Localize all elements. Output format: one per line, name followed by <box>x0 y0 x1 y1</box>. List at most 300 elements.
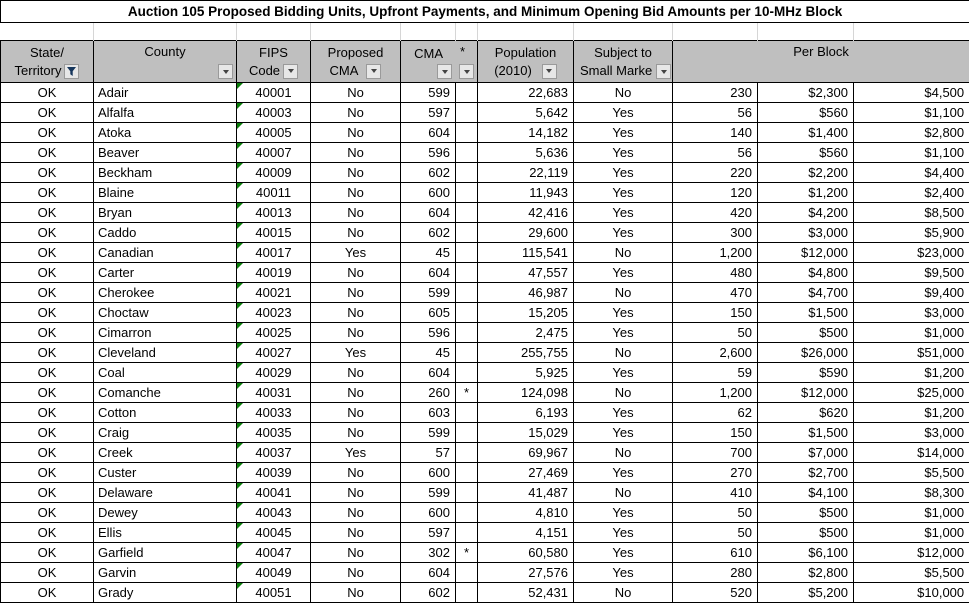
cell-asterisk-flag[interactable] <box>456 363 478 383</box>
cell-state[interactable]: OK <box>1 223 94 243</box>
cell-minimum-opening-bid[interactable]: $3,000 <box>854 303 969 323</box>
cell-population[interactable]: 4,151 <box>478 523 574 543</box>
cell-proposed-cma[interactable]: No <box>311 323 401 343</box>
cell-proposed-cma[interactable]: No <box>311 503 401 523</box>
cell-cma[interactable]: 600 <box>401 463 456 483</box>
cell-state[interactable]: OK <box>1 383 94 403</box>
cell-minimum-opening-bid[interactable]: $5,900 <box>854 223 969 243</box>
cell-bidding-units[interactable]: 1,200 <box>673 243 758 263</box>
cell-upfront-payment[interactable]: $6,100 <box>758 543 854 563</box>
cell-population[interactable]: 115,541 <box>478 243 574 263</box>
cell-fips-code[interactable]: 40041 <box>237 483 311 503</box>
filter-dropdown-button[interactable] <box>437 64 452 79</box>
cell-subject-small-market[interactable]: No <box>574 583 673 603</box>
cell-proposed-cma[interactable]: No <box>311 583 401 603</box>
cell-asterisk-flag[interactable] <box>456 483 478 503</box>
cell-population[interactable]: 6,193 <box>478 403 574 423</box>
empty-cell[interactable] <box>311 23 401 41</box>
cell-minimum-opening-bid[interactable]: $9,400 <box>854 283 969 303</box>
cell-state[interactable]: OK <box>1 303 94 323</box>
cell-subject-small-market[interactable]: No <box>574 343 673 363</box>
column-header-per-block[interactable] <box>673 41 969 83</box>
cell-upfront-payment[interactable]: $5,200 <box>758 583 854 603</box>
cell-asterisk-flag[interactable] <box>456 183 478 203</box>
cell-population[interactable]: 29,600 <box>478 223 574 243</box>
cell-bidding-units[interactable]: 520 <box>673 583 758 603</box>
cell-proposed-cma[interactable]: No <box>311 463 401 483</box>
cell-upfront-payment[interactable]: $1,400 <box>758 123 854 143</box>
cell-population[interactable]: 42,416 <box>478 203 574 223</box>
cell-asterisk-flag[interactable]: * <box>456 543 478 563</box>
cell-proposed-cma[interactable]: No <box>311 223 401 243</box>
cell-state[interactable]: OK <box>1 283 94 303</box>
cell-county[interactable]: Grady <box>94 583 237 603</box>
cell-county[interactable]: Beaver <box>94 143 237 163</box>
cell-cma[interactable]: 604 <box>401 263 456 283</box>
cell-minimum-opening-bid[interactable]: $10,000 <box>854 583 969 603</box>
cell-asterisk-flag[interactable] <box>456 343 478 363</box>
cell-proposed-cma[interactable]: No <box>311 83 401 103</box>
column-header-cma[interactable] <box>401 41 478 83</box>
cell-cma[interactable]: 599 <box>401 483 456 503</box>
cell-population[interactable]: 60,580 <box>478 543 574 563</box>
cell-upfront-payment[interactable]: $4,800 <box>758 263 854 283</box>
cell-minimum-opening-bid[interactable]: $1,000 <box>854 503 969 523</box>
cell-cma[interactable]: 596 <box>401 143 456 163</box>
cell-minimum-opening-bid[interactable]: $2,400 <box>854 183 969 203</box>
cell-state[interactable]: OK <box>1 423 94 443</box>
cell-asterisk-flag[interactable] <box>456 263 478 283</box>
cell-fips-code[interactable]: 40031 <box>237 383 311 403</box>
cell-asterisk-flag[interactable] <box>456 503 478 523</box>
cell-fips-code[interactable]: 40015 <box>237 223 311 243</box>
cell-fips-code[interactable]: 40025 <box>237 323 311 343</box>
cell-bidding-units[interactable]: 480 <box>673 263 758 283</box>
cell-upfront-payment[interactable]: $4,100 <box>758 483 854 503</box>
empty-cell[interactable] <box>456 23 478 41</box>
cell-cma[interactable]: 604 <box>401 563 456 583</box>
cell-fips-code[interactable]: 40023 <box>237 303 311 323</box>
cell-asterisk-flag[interactable] <box>456 323 478 343</box>
cell-subject-small-market[interactable]: Yes <box>574 563 673 583</box>
cell-minimum-opening-bid[interactable]: $5,500 <box>854 563 969 583</box>
cell-proposed-cma[interactable]: No <box>311 383 401 403</box>
cell-state[interactable]: OK <box>1 83 94 103</box>
cell-bidding-units[interactable]: 50 <box>673 523 758 543</box>
cell-upfront-payment[interactable]: $3,000 <box>758 223 854 243</box>
cell-asterisk-flag[interactable]: * <box>456 383 478 403</box>
cell-subject-small-market[interactable]: Yes <box>574 203 673 223</box>
cell-asterisk-flag[interactable] <box>456 403 478 423</box>
cell-asterisk-flag[interactable] <box>456 583 478 603</box>
column-header-county[interactable] <box>94 41 237 83</box>
cell-population[interactable]: 124,098 <box>478 383 574 403</box>
cell-upfront-payment[interactable]: $2,200 <box>758 163 854 183</box>
cell-county[interactable]: Beckham <box>94 163 237 183</box>
cell-county[interactable]: Comanche <box>94 383 237 403</box>
cell-upfront-payment[interactable]: $2,800 <box>758 563 854 583</box>
cell-minimum-opening-bid[interactable]: $4,400 <box>854 163 969 183</box>
cell-fips-code[interactable]: 40003 <box>237 103 311 123</box>
cell-county[interactable]: Garvin <box>94 563 237 583</box>
cell-cma[interactable]: 596 <box>401 323 456 343</box>
cell-subject-small-market[interactable]: Yes <box>574 503 673 523</box>
cell-state[interactable]: OK <box>1 163 94 183</box>
cell-fips-code[interactable]: 40009 <box>237 163 311 183</box>
cell-county[interactable]: Blaine <box>94 183 237 203</box>
cell-upfront-payment[interactable]: $26,000 <box>758 343 854 363</box>
cell-proposed-cma[interactable]: Yes <box>311 343 401 363</box>
cell-fips-code[interactable]: 40047 <box>237 543 311 563</box>
empty-cell[interactable] <box>758 23 854 41</box>
cell-asterisk-flag[interactable] <box>456 463 478 483</box>
cell-upfront-payment[interactable]: $4,700 <box>758 283 854 303</box>
cell-fips-code[interactable]: 40005 <box>237 123 311 143</box>
cell-upfront-payment[interactable]: $500 <box>758 503 854 523</box>
empty-cell[interactable] <box>237 23 311 41</box>
cell-upfront-payment[interactable]: $1,500 <box>758 423 854 443</box>
cell-fips-code[interactable]: 40045 <box>237 523 311 543</box>
cell-county[interactable]: Carter <box>94 263 237 283</box>
cell-proposed-cma[interactable]: Yes <box>311 443 401 463</box>
cell-upfront-payment[interactable]: $2,300 <box>758 83 854 103</box>
cell-population[interactable]: 2,475 <box>478 323 574 343</box>
cell-state[interactable]: OK <box>1 483 94 503</box>
cell-population[interactable]: 15,205 <box>478 303 574 323</box>
cell-proposed-cma[interactable]: No <box>311 283 401 303</box>
cell-state[interactable]: OK <box>1 263 94 283</box>
cell-county[interactable]: Coal <box>94 363 237 383</box>
cell-proposed-cma[interactable]: No <box>311 403 401 423</box>
cell-subject-small-market[interactable]: Yes <box>574 423 673 443</box>
cell-fips-code[interactable]: 40017 <box>237 243 311 263</box>
cell-asterisk-flag[interactable] <box>456 563 478 583</box>
cell-county[interactable]: Alfalfa <box>94 103 237 123</box>
cell-proposed-cma[interactable]: No <box>311 183 401 203</box>
cell-minimum-opening-bid[interactable]: $5,500 <box>854 463 969 483</box>
cell-state[interactable]: OK <box>1 123 94 143</box>
cell-bidding-units[interactable]: 230 <box>673 83 758 103</box>
cell-asterisk-flag[interactable] <box>456 203 478 223</box>
cell-bidding-units[interactable]: 300 <box>673 223 758 243</box>
cell-bidding-units[interactable]: 610 <box>673 543 758 563</box>
cell-upfront-payment[interactable]: $500 <box>758 523 854 543</box>
cell-upfront-payment[interactable]: $12,000 <box>758 383 854 403</box>
cell-state[interactable]: OK <box>1 543 94 563</box>
cell-upfront-payment[interactable]: $590 <box>758 363 854 383</box>
cell-proposed-cma[interactable]: No <box>311 263 401 283</box>
cell-population[interactable]: 47,557 <box>478 263 574 283</box>
cell-minimum-opening-bid[interactable]: $1,200 <box>854 363 969 383</box>
cell-upfront-payment[interactable]: $560 <box>758 143 854 163</box>
cell-bidding-units[interactable]: 59 <box>673 363 758 383</box>
cell-subject-small-market[interactable]: No <box>574 283 673 303</box>
cell-bidding-units[interactable]: 1,200 <box>673 383 758 403</box>
cell-fips-code[interactable]: 40011 <box>237 183 311 203</box>
cell-county[interactable]: Bryan <box>94 203 237 223</box>
cell-asterisk-flag[interactable] <box>456 103 478 123</box>
cell-proposed-cma[interactable]: No <box>311 103 401 123</box>
cell-cma[interactable]: 605 <box>401 303 456 323</box>
cell-state[interactable]: OK <box>1 563 94 583</box>
cell-bidding-units[interactable]: 220 <box>673 163 758 183</box>
cell-minimum-opening-bid[interactable]: $1,100 <box>854 143 969 163</box>
cell-bidding-units[interactable]: 410 <box>673 483 758 503</box>
cell-cma[interactable]: 602 <box>401 583 456 603</box>
column-header-proposed-cma[interactable] <box>311 41 401 83</box>
filter-dropdown-button[interactable] <box>366 64 381 79</box>
cell-population[interactable]: 5,636 <box>478 143 574 163</box>
cell-asterisk-flag[interactable] <box>456 283 478 303</box>
cell-asterisk-flag[interactable] <box>456 303 478 323</box>
cell-state[interactable]: OK <box>1 103 94 123</box>
cell-subject-small-market[interactable]: No <box>574 83 673 103</box>
cell-upfront-payment[interactable]: $1,500 <box>758 303 854 323</box>
cell-subject-small-market[interactable]: Yes <box>574 263 673 283</box>
empty-cell[interactable] <box>854 23 969 41</box>
cell-asterisk-flag[interactable] <box>456 443 478 463</box>
cell-county[interactable]: Dewey <box>94 503 237 523</box>
cell-cma[interactable]: 602 <box>401 223 456 243</box>
cell-population[interactable]: 27,576 <box>478 563 574 583</box>
cell-minimum-opening-bid[interactable]: $4,500 <box>854 83 969 103</box>
cell-subject-small-market[interactable]: Yes <box>574 363 673 383</box>
cell-proposed-cma[interactable]: No <box>311 543 401 563</box>
cell-bidding-units[interactable]: 150 <box>673 303 758 323</box>
cell-bidding-units[interactable]: 120 <box>673 183 758 203</box>
filter-dropdown-button[interactable] <box>542 64 557 79</box>
cell-county[interactable]: Delaware <box>94 483 237 503</box>
cell-state[interactable]: OK <box>1 343 94 363</box>
cell-cma[interactable]: 45 <box>401 343 456 363</box>
cell-fips-code[interactable]: 40043 <box>237 503 311 523</box>
cell-cma[interactable]: 599 <box>401 283 456 303</box>
cell-county[interactable]: Choctaw <box>94 303 237 323</box>
cell-population[interactable]: 5,642 <box>478 103 574 123</box>
cell-subject-small-market[interactable]: No <box>574 383 673 403</box>
cell-population[interactable]: 52,431 <box>478 583 574 603</box>
cell-state[interactable]: OK <box>1 243 94 263</box>
empty-cell[interactable] <box>574 23 673 41</box>
cell-population[interactable]: 255,755 <box>478 343 574 363</box>
cell-proposed-cma[interactable]: No <box>311 563 401 583</box>
cell-bidding-units[interactable]: 420 <box>673 203 758 223</box>
cell-asterisk-flag[interactable] <box>456 143 478 163</box>
cell-upfront-payment[interactable]: $620 <box>758 403 854 423</box>
cell-cma[interactable]: 604 <box>401 123 456 143</box>
cell-county[interactable]: Garfield <box>94 543 237 563</box>
cell-bidding-units[interactable]: 50 <box>673 503 758 523</box>
cell-cma[interactable]: 600 <box>401 503 456 523</box>
cell-minimum-opening-bid[interactable]: $8,500 <box>854 203 969 223</box>
cell-fips-code[interactable]: 40051 <box>237 583 311 603</box>
column-header-fips-code[interactable] <box>237 41 311 83</box>
cell-proposed-cma[interactable]: No <box>311 123 401 143</box>
cell-state[interactable]: OK <box>1 403 94 423</box>
cell-minimum-opening-bid[interactable]: $3,000 <box>854 423 969 443</box>
cell-state[interactable]: OK <box>1 363 94 383</box>
cell-minimum-opening-bid[interactable]: $23,000 <box>854 243 969 263</box>
cell-population[interactable]: 22,683 <box>478 83 574 103</box>
cell-fips-code[interactable]: 40007 <box>237 143 311 163</box>
cell-bidding-units[interactable]: 150 <box>673 423 758 443</box>
cell-proposed-cma[interactable]: No <box>311 483 401 503</box>
cell-population[interactable]: 22,119 <box>478 163 574 183</box>
cell-asterisk-flag[interactable] <box>456 83 478 103</box>
cell-upfront-payment[interactable]: $1,200 <box>758 183 854 203</box>
cell-subject-small-market[interactable]: Yes <box>574 223 673 243</box>
cell-proposed-cma[interactable]: No <box>311 363 401 383</box>
cell-cma[interactable]: 599 <box>401 83 456 103</box>
cell-subject-small-market[interactable]: Yes <box>574 303 673 323</box>
cell-county[interactable]: Canadian <box>94 243 237 263</box>
cell-fips-code[interactable]: 40035 <box>237 423 311 443</box>
cell-fips-code[interactable]: 40029 <box>237 363 311 383</box>
cell-county[interactable]: Cherokee <box>94 283 237 303</box>
cell-minimum-opening-bid[interactable]: $51,000 <box>854 343 969 363</box>
cell-bidding-units[interactable]: 700 <box>673 443 758 463</box>
cell-bidding-units[interactable]: 470 <box>673 283 758 303</box>
cell-minimum-opening-bid[interactable]: $1,100 <box>854 103 969 123</box>
cell-subject-small-market[interactable]: Yes <box>574 323 673 343</box>
cell-population[interactable]: 46,987 <box>478 283 574 303</box>
cell-proposed-cma[interactable]: No <box>311 203 401 223</box>
empty-cell[interactable] <box>401 23 456 41</box>
cell-minimum-opening-bid[interactable]: $1,200 <box>854 403 969 423</box>
cell-subject-small-market[interactable]: Yes <box>574 403 673 423</box>
cell-county[interactable]: Adair <box>94 83 237 103</box>
cell-proposed-cma[interactable]: No <box>311 303 401 323</box>
empty-cell[interactable] <box>1 23 94 41</box>
cell-population[interactable]: 14,182 <box>478 123 574 143</box>
cell-cma[interactable]: 599 <box>401 423 456 443</box>
cell-county[interactable]: Creek <box>94 443 237 463</box>
cell-fips-code[interactable]: 40021 <box>237 283 311 303</box>
cell-fips-code[interactable]: 40019 <box>237 263 311 283</box>
cell-fips-code[interactable]: 40001 <box>237 83 311 103</box>
cell-county[interactable]: Cimarron <box>94 323 237 343</box>
cell-bidding-units[interactable]: 2,600 <box>673 343 758 363</box>
cell-subject-small-market[interactable]: No <box>574 443 673 463</box>
cell-asterisk-flag[interactable] <box>456 243 478 263</box>
cell-upfront-payment[interactable]: $4,200 <box>758 203 854 223</box>
cell-fips-code[interactable]: 40039 <box>237 463 311 483</box>
cell-upfront-payment[interactable]: $560 <box>758 103 854 123</box>
cell-state[interactable]: OK <box>1 203 94 223</box>
cell-state[interactable]: OK <box>1 583 94 603</box>
cell-cma[interactable]: 57 <box>401 443 456 463</box>
cell-county[interactable]: Cotton <box>94 403 237 423</box>
cell-fips-code[interactable]: 40037 <box>237 443 311 463</box>
cell-population[interactable]: 27,469 <box>478 463 574 483</box>
cell-bidding-units[interactable]: 280 <box>673 563 758 583</box>
cell-state[interactable]: OK <box>1 183 94 203</box>
cell-bidding-units[interactable]: 56 <box>673 103 758 123</box>
cell-bidding-units[interactable]: 62 <box>673 403 758 423</box>
cell-minimum-opening-bid[interactable]: $9,500 <box>854 263 969 283</box>
cell-minimum-opening-bid[interactable]: $8,300 <box>854 483 969 503</box>
cell-subject-small-market[interactable]: No <box>574 483 673 503</box>
cell-subject-small-market[interactable]: Yes <box>574 143 673 163</box>
cell-county[interactable]: Caddo <box>94 223 237 243</box>
cell-subject-small-market[interactable]: Yes <box>574 183 673 203</box>
filter-dropdown-button[interactable] <box>656 64 671 79</box>
column-header-state-territory[interactable] <box>1 41 94 83</box>
column-header-subject-small-market[interactable] <box>574 41 673 83</box>
cell-subject-small-market[interactable]: Yes <box>574 543 673 563</box>
cell-state[interactable]: OK <box>1 143 94 163</box>
filter-dropdown-button[interactable] <box>459 64 474 79</box>
cell-cma[interactable]: 600 <box>401 183 456 203</box>
cell-subject-small-market[interactable]: Yes <box>574 523 673 543</box>
empty-cell[interactable] <box>673 23 758 41</box>
cell-population[interactable]: 69,967 <box>478 443 574 463</box>
cell-county[interactable]: Cleveland <box>94 343 237 363</box>
cell-upfront-payment[interactable]: $2,700 <box>758 463 854 483</box>
cell-population[interactable]: 41,487 <box>478 483 574 503</box>
cell-cma[interactable]: 603 <box>401 403 456 423</box>
cell-population[interactable]: 5,925 <box>478 363 574 383</box>
cell-fips-code[interactable]: 40027 <box>237 343 311 363</box>
filter-dropdown-button[interactable] <box>283 64 298 79</box>
cell-proposed-cma[interactable]: No <box>311 523 401 543</box>
cell-minimum-opening-bid[interactable]: $12,000 <box>854 543 969 563</box>
cell-fips-code[interactable]: 40033 <box>237 403 311 423</box>
cell-proposed-cma[interactable]: No <box>311 163 401 183</box>
cell-county[interactable]: Custer <box>94 463 237 483</box>
filter-applied-button[interactable] <box>64 64 79 79</box>
cell-asterisk-flag[interactable] <box>456 423 478 443</box>
cell-cma[interactable]: 597 <box>401 103 456 123</box>
cell-proposed-cma[interactable]: Yes <box>311 243 401 263</box>
cell-subject-small-market[interactable]: No <box>574 243 673 263</box>
cell-upfront-payment[interactable]: $7,000 <box>758 443 854 463</box>
cell-subject-small-market[interactable]: Yes <box>574 103 673 123</box>
cell-subject-small-market[interactable]: Yes <box>574 163 673 183</box>
cell-population[interactable]: 11,943 <box>478 183 574 203</box>
cell-minimum-opening-bid[interactable]: $25,000 <box>854 383 969 403</box>
cell-population[interactable]: 4,810 <box>478 503 574 523</box>
column-header-population[interactable] <box>478 41 574 83</box>
cell-cma[interactable]: 604 <box>401 203 456 223</box>
cell-bidding-units[interactable]: 140 <box>673 123 758 143</box>
cell-fips-code[interactable]: 40013 <box>237 203 311 223</box>
cell-state[interactable]: OK <box>1 443 94 463</box>
empty-cell[interactable] <box>94 23 237 41</box>
cell-upfront-payment[interactable]: $12,000 <box>758 243 854 263</box>
cell-minimum-opening-bid[interactable]: $1,000 <box>854 323 969 343</box>
cell-cma[interactable]: 302 <box>401 543 456 563</box>
cell-county[interactable]: Ellis <box>94 523 237 543</box>
cell-minimum-opening-bid[interactable]: $14,000 <box>854 443 969 463</box>
cell-cma[interactable]: 604 <box>401 363 456 383</box>
cell-asterisk-flag[interactable] <box>456 163 478 183</box>
cell-cma[interactable]: 45 <box>401 243 456 263</box>
cell-county[interactable]: Atoka <box>94 123 237 143</box>
cell-proposed-cma[interactable]: No <box>311 143 401 163</box>
empty-cell[interactable] <box>478 23 574 41</box>
cell-county[interactable]: Craig <box>94 423 237 443</box>
cell-asterisk-flag[interactable] <box>456 223 478 243</box>
cell-bidding-units[interactable]: 50 <box>673 323 758 343</box>
cell-population[interactable]: 15,029 <box>478 423 574 443</box>
cell-asterisk-flag[interactable] <box>456 523 478 543</box>
cell-cma[interactable]: 602 <box>401 163 456 183</box>
cell-fips-code[interactable]: 40049 <box>237 563 311 583</box>
cell-subject-small-market[interactable]: Yes <box>574 463 673 483</box>
cell-minimum-opening-bid[interactable]: $2,800 <box>854 123 969 143</box>
cell-cma[interactable]: 597 <box>401 523 456 543</box>
